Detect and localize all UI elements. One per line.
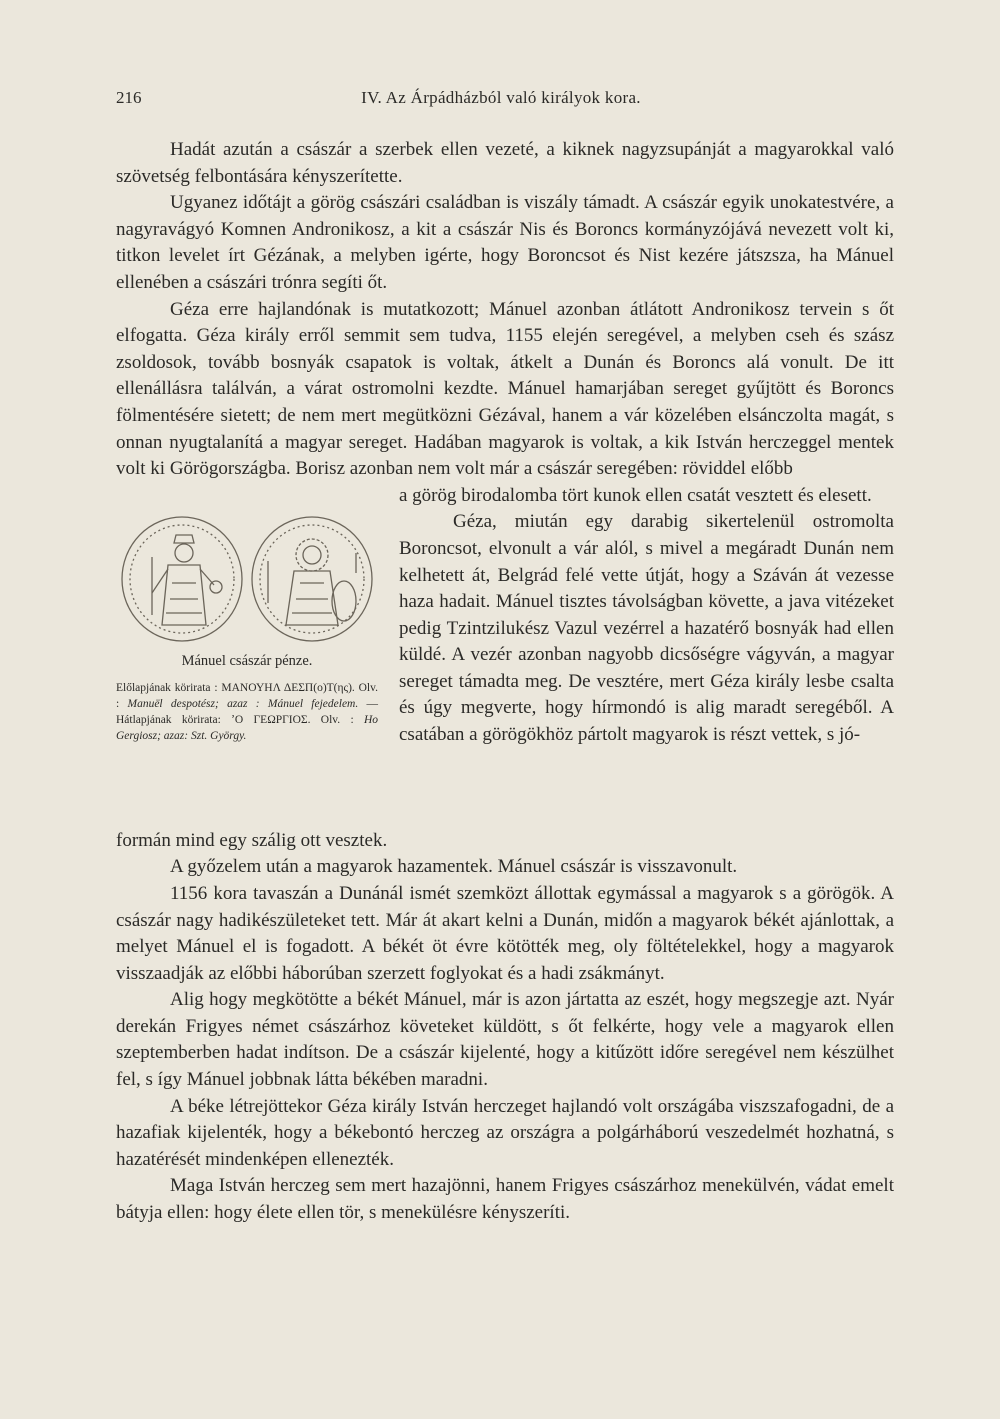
inscription-obverse-reading: Manuël despotész; azaz : Mánuel fejedelem.: [127, 697, 359, 710]
wrap-text-column: [399, 483, 894, 749]
figure-wrap-block: [116, 483, 894, 828]
coin-figure: [116, 513, 378, 744]
paragraph-continuation: formán mind egy szálig ott vesztek.: [116, 829, 388, 851]
paragraph-continuation: a görög birodalomba tört kunok ellen csatát vesztett és elesett.: [399, 484, 872, 506]
paragraph: A győzelem után a magyarok hazamentek. Mánuel császár is visszavonult.: [170, 856, 738, 878]
paragraph: Alig hogy megkötötte a békét Mánuel, már is azon jártatta az eszét, hogy megszegje azt. Nyár derekán Frigyes német császárhoz követeket küldött, s őt felkérte, hogy vele a magyarok ellen szeptemberben hadat indítson. De a császár kijelenté, hogy a kitűzött időre seregével nem készülhet fel, s így Mánuel jobbnak látta békében maradni.: [116, 989, 894, 1091]
paragraph: Maga István herczeg sem mert hazajönni, hanem Frigyes császárhoz menekülvén, vádat emelt bátyja ellen: hogy élete ellen tör, s menekülésre kényszeríti.: [116, 1175, 894, 1224]
inscription-reverse: — Hátlapjának körirata: ʼΟ ΓΕΩΡΓΙΟΣ. Olv. :: [116, 697, 379, 726]
page-body: [116, 137, 894, 1227]
paragraph: Géza erre hajlandónak is mutatkozott; Mánuel azonban átlátott Andronikosz tervein s őt elfogatta. Géza király erről semmit sem tudva, 1155 elején seregével, a melyben cseh és szász zsoldosok, tovább bosnyák csapatok is voltak, átkelt a Dunán és Boroncs alá vonult. De itt ellenállásra találván, a várat ostromolni kezdte. Mánuel hamarjában sereget gyűjtött és Boroncs fölmentésére sietett; de nem mert megütközni Gézával, hanem a vár közelében elsánczolta magát, s onnan nyugtalanítá a magyar sereget. Hadában magyarok is voltak, a kik István herczeggel mentek volt ki Görögországba. Borisz azonban nem volt már a császár seregében: röviddel előbb: [116, 298, 894, 480]
running-title: IV. Az Árpádházból való királyok kora.: [361, 88, 641, 107]
paragraph: 1156 kora tavaszán a Dunánál ismét szemközt állottak egymással a magyarok s a görögök. A császár nagy hadikészületeket tett. Már át akart kelni a Dunán, midőn a magyarok békét ajánlottak, a melyet Mánuel el is fogadott. A békét öt évre kötötték meg, oly föltételekkel, hogy a magyarok visszaadják az előbbi háborúban szerzett foglyokat és a hadi zsákmányt.: [116, 882, 894, 984]
figure-inscription: [116, 680, 378, 744]
paragraph: Hadát azután a császár a szerbek ellen vezeté, a kiknek nagyzsupánját a magyarokkal való szövetség felbontására kényszerítette.: [116, 139, 894, 187]
page-number: 216: [116, 88, 142, 107]
inscription-reverse-reading: Ho Gergiosz; azaz: Szt. György.: [116, 713, 379, 742]
figure-caption: Mánuel császár pénze.: [181, 652, 313, 669]
paragraph: Géza, miután egy darabig sikertelenül ostromolta Boroncsot, elvonult a vár alól, s mivel a megáradt Dunán nem kelhetett át, Belgrád felé vette útját, hogy a Száván át vezesse haza hadait. Mánuel tisztes távolságban követte, a java vitézeket pedig Tzintzilukész Vazul vezérrel a hazatérő bosnyák had ellen küldé. A vezér azonban nagyobb dicsőségre vágyván, a magyar sereget támadta meg. De vesztére, mert Géza király lesbe csalta és úgy megverte, hogy hírmondó is alig maradt seregéből. A csatában a görögökhöz pártolt magyarok is részt vettek, s jó-: [399, 511, 894, 746]
paragraph: A béke létrejöttekor Géza király István herczeget hajlandó volt országába viszszafogadni, de a hazafiak kijelenték, hogy a békebontó herczeg az országra a polgárháború veszedelmét hozhatná, s hazatérését mindenképen ellenezték.: [116, 1095, 894, 1170]
coin-illustration: [116, 513, 378, 645]
paragraph: Ugyanez időtájt a görög császári családban is viszály támadt. A császár egyik unokatestvére, a nagyravágyó Komnen Andronikosz, a kit a császár Nis és Boroncs kormányzójává nevezett volt ki, titkon levelet írt Gézának, a melyben igérte, hogy Boroncsot és Nist kezére játszsza, ha Mánuel ellenében a császári trónra segíti őt.: [116, 192, 894, 293]
page-header: [116, 88, 886, 114]
inscription-obverse: Előlapjának körirata : ΜΑΝΟΥΗΛ ΔΕΣΠ(ο)Τ(ης). Olv. :: [116, 681, 378, 710]
